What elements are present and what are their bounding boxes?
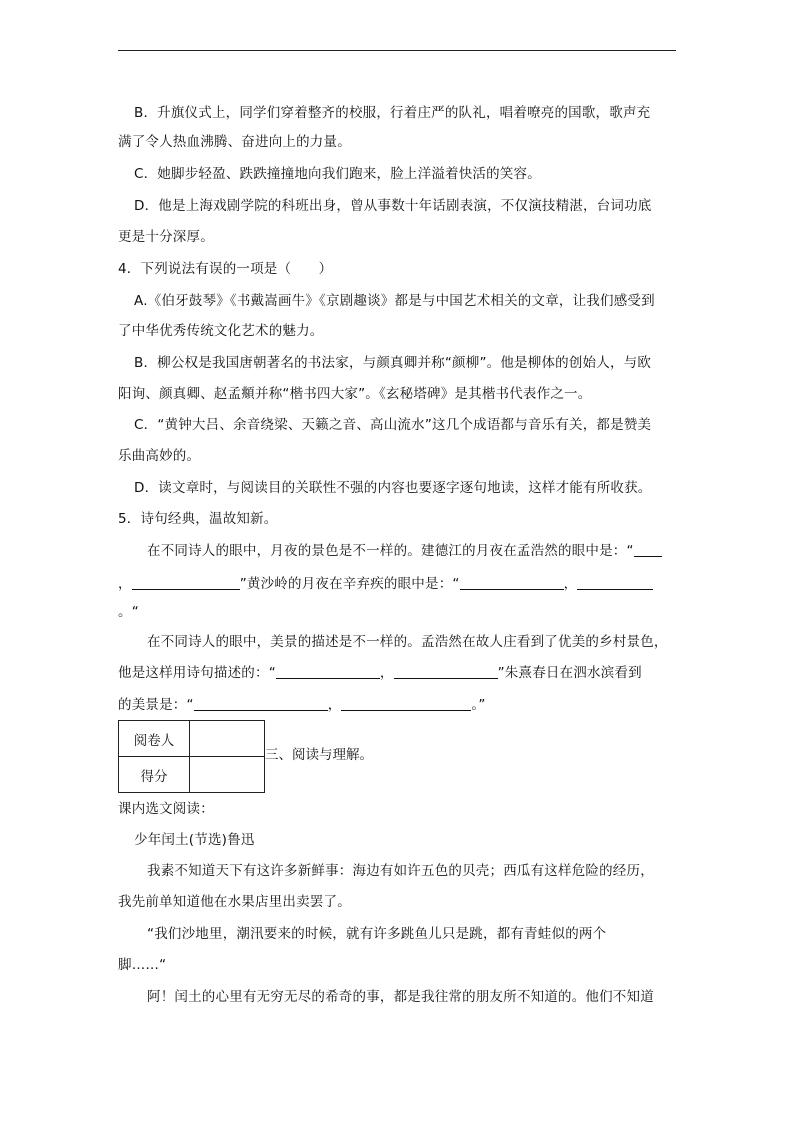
question-5-title: 5．诗句经典，温故知新。 [118, 511, 278, 527]
article-para-1-line-1: 我素不知道天下有这许多新鲜事：海边有如许五色的贝壳；西瓜有这样危险的经历， [147, 863, 654, 879]
article-para-3-line-1: 阿！闰土的心里有无穷无尽的希奇的事，都是我往常的朋友所不知道的。他们不知道 [147, 989, 654, 1005]
q4-option-c-line-2: 乐曲高妙的。 [118, 448, 201, 464]
answer-blank[interactable] [460, 575, 564, 590]
q4-option-b-line-2: 阳询、颜真卿、赵孟頫并称“楷书四大家”。《玄秘塔碑》是其楷书代表作之一。 [118, 386, 592, 402]
question-4-title: 4．下列说法有误的一项是（ ） [118, 261, 333, 277]
punctuation: ， [563, 576, 578, 592]
answer-blank[interactable] [634, 542, 662, 557]
punctuation: ， [118, 576, 132, 592]
q5-para-2-text-2: ”朱熹春日在泗水滨看到 [497, 665, 642, 681]
article-para-2-line-1: “我们沙地里，潮汛要来的时候，就有许多跳鱼儿只是跳，都有青蛙似的两个 [147, 926, 607, 942]
punctuation: 。” [471, 697, 486, 713]
article-title: 少年闰土(节选)鲁迅 [134, 832, 255, 848]
answer-blank[interactable] [132, 575, 240, 590]
q5-para-1-line-1 [147, 542, 662, 560]
article-para-2-line-2: 脚……“ [118, 957, 167, 973]
q4-option-d-line: D．读文章时，与阅读目的关联性不强的内容也要逐字逐句地读，这样才能有所收获。 [134, 480, 652, 496]
q4-option-a-line-1: A.《伯牙鼓琴》《书戴嵩画牛》《京剧趣谈》都是与中国艺术相关的文章，让我们感受到 [134, 293, 655, 309]
q4-option-a-line-2: 了中华优秀传统文化艺术的魅力。 [118, 323, 324, 339]
q5-para-2-line-3 [118, 696, 486, 714]
answer-blank[interactable] [194, 696, 328, 711]
q5-para-1-line-3: 。“ [118, 604, 139, 620]
option-b-line-2: 满了令人热血沸腾、奋进向上的力量。 [118, 134, 351, 150]
punctuation: ， [379, 665, 394, 681]
article-para-1-line-2: 我先前单知道他在水果店里出卖罢了。 [118, 894, 351, 910]
option-d-line-2: 更是十分深厚。 [118, 229, 214, 245]
q5-para-1-text: 在不同诗人的眼中，月夜的景色是不一样的。建德江的月夜在孟浩然的眼中是：“ [147, 543, 634, 559]
answer-blank[interactable] [394, 664, 498, 679]
reviewer-cell[interactable] [190, 721, 265, 757]
in-class-reading-label: 课内选文阅读： [118, 801, 214, 817]
q5-para-2-text-3: 的美景是：“ [118, 697, 194, 713]
option-b-line-1: B．升旗仪式上，同学们穿着整齐的校服，行着庄严的队礼，唱着嘹亮的国歌，歌声充 [134, 105, 651, 121]
answer-blank[interactable] [276, 664, 380, 679]
q5-para-2-line-1: 在不同诗人的眼中，美景的描述是不一样的。孟浩然在故人庄看到了优美的乡村景色， [147, 634, 668, 650]
answer-blank[interactable] [577, 575, 653, 590]
reviewer-label: 阅卷人 [119, 721, 190, 757]
score-cell[interactable] [190, 757, 265, 793]
q5-para-1-line-2 [118, 575, 653, 593]
section-title: 三、阅读与理解。 [265, 747, 373, 763]
option-d-line-1: D．他是上海戏剧学院的科班出身，曾从事数十年话剧表演，不仅演技精湛，台词功底 [134, 198, 652, 214]
answer-blank[interactable] [341, 696, 471, 711]
option-c-line: C．她脚步轻盈、跌跌撞撞地向我们跑来，脸上洋溢着快活的笑容。 [134, 166, 541, 182]
grading-table [118, 720, 265, 793]
q4-option-c-line-1: C．“黄钟大吕、余音绕梁、天籁之音、高山流水”这几个成语都与音乐有关，都是赞美 [134, 417, 652, 433]
q4-option-b-line-1: B．柳公权是我国唐朝著名的书法家，与颜真卿并称“颜柳”。他是柳体的创始人，与欧 [134, 355, 652, 371]
header-rule [118, 50, 676, 51]
q5-para-2-line-2 [118, 664, 642, 682]
q5-para-1-text-2: ”黄沙岭的月夜在辛弃疾的眼中是：“ [239, 576, 460, 592]
punctuation: ， [327, 697, 342, 713]
score-label: 得分 [119, 757, 190, 793]
q5-para-2-text: 他是这样用诗句描述的：“ [118, 665, 276, 681]
